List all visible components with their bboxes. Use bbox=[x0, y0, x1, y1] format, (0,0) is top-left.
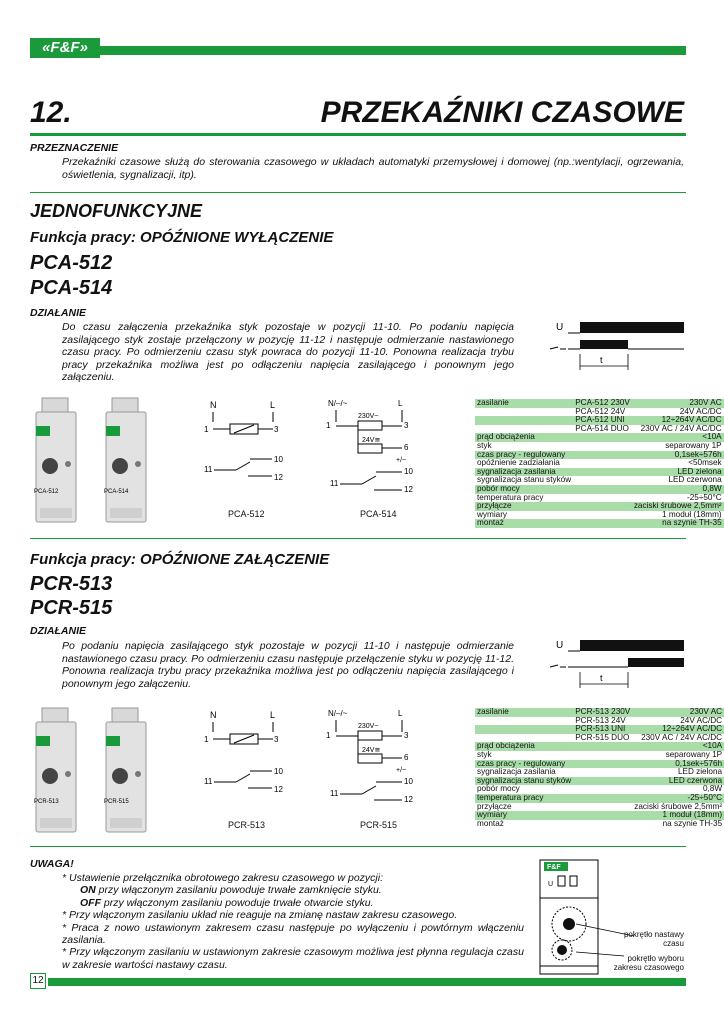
svg-text:12: 12 bbox=[274, 473, 283, 482]
svg-text:1: 1 bbox=[326, 421, 331, 430]
spec-cell-m bbox=[573, 777, 632, 786]
spec-cell-m: PCR-513 24V bbox=[575, 715, 626, 725]
spec-cell-v: 12÷264V AC/DC bbox=[632, 725, 724, 734]
note-line: * Przy włączonym zasilaniu układ nie reaguje na zmianę nastaw zakresu czasowego. bbox=[62, 909, 458, 922]
spec-cell-v: na szynie TH-35 bbox=[632, 519, 724, 528]
wiring-diagram-pca-512 bbox=[200, 394, 300, 494]
spec-cell-m bbox=[573, 519, 632, 528]
timing-u-label: U bbox=[556, 322, 564, 333]
spec-cell-k: styk bbox=[477, 440, 492, 450]
spec-cell-m: PCA-514 DUO bbox=[575, 423, 629, 433]
category-heading: JEDNOFUNKCYJNE bbox=[30, 201, 203, 221]
spec-cell-v: separowany 1P bbox=[665, 749, 723, 759]
title-underline bbox=[30, 133, 686, 136]
device-images-2 bbox=[28, 702, 156, 836]
svg-text:1: 1 bbox=[204, 425, 209, 434]
purpose-text: Przekaźniki czasowe służą do sterowania czasowego w układach automatyki przemysłowej i domowej (np.:wentylacji, ogrzewania, oświetlenia, sygnalizacji, itp). bbox=[62, 156, 684, 181]
header-green-bar bbox=[98, 46, 686, 55]
device-u-text: U bbox=[548, 881, 554, 888]
wiring-diagram-pcr-515 bbox=[322, 704, 432, 808]
timing-diagram-2 bbox=[548, 636, 688, 692]
spec-cell-m bbox=[573, 459, 632, 468]
spec-cell-v: LED zielona bbox=[632, 468, 724, 477]
timing-t-label: t bbox=[600, 355, 603, 365]
operation-text-1: Do czasu załączenia przekaźnika styk pozostaje w pozycji 11-10. Po podaniu napięcia zasilającego styk zostaje przełączony w pozycję 11-12 i następuje odmierzanie nastawionego czasu pracy. Po odmierzeniu czasu styk powraca do pozycji 11-10. Ponowna realizacja trybu pracy przekaźnika możliwa jest po odłączeniu napięcia zasilającego i ponownym jego załączeniu. bbox=[62, 321, 514, 383]
spec-cell-m bbox=[573, 751, 632, 760]
device-label-pca-514: PCA-514 bbox=[104, 489, 129, 495]
timing-diagram-1 bbox=[548, 318, 688, 374]
spec-cell-k: sygnalizacja stanu styków bbox=[477, 775, 572, 785]
spec-cell-v: separowany 1P bbox=[665, 440, 722, 450]
svg-text:1: 1 bbox=[326, 731, 331, 740]
note-line: * Przy włączonym zasilaniu w ustawionym zakresie czasowym możliwa jest płynna regulacja czasu w zakresie wartości nastawy czasu. bbox=[62, 946, 524, 971]
spec-cell-m: PCA-512 UNI bbox=[573, 416, 632, 425]
spec-cell-k: wymiary bbox=[477, 509, 508, 519]
svg-text:L: L bbox=[398, 709, 403, 718]
spec-cell-v: zaciski śrubowe 2,5mm² bbox=[633, 501, 722, 511]
spec-cell-m: PCR-513 UNI bbox=[573, 725, 632, 734]
spec-row bbox=[475, 519, 724, 528]
spec-cell-v: 1 moduł (18mm) bbox=[632, 811, 724, 820]
spec-cell-v: <10A bbox=[632, 433, 724, 442]
note-off: OFF przy włączonym zasilaniu powoduje trwałe otwarcie styku. bbox=[80, 896, 374, 909]
footer-green-bar bbox=[48, 978, 686, 986]
diagram-caption-pca-514: PCA-514 bbox=[360, 509, 397, 519]
device-label-pcr-515: PCR-515 bbox=[104, 799, 129, 805]
svg-text:N: N bbox=[210, 710, 217, 720]
model-pcr-513: PCR-513 bbox=[30, 573, 113, 595]
spec-cell-m bbox=[573, 820, 632, 829]
spec-cell-m bbox=[573, 442, 632, 451]
svg-text:12: 12 bbox=[274, 785, 283, 794]
chapter-number: 12. bbox=[30, 96, 72, 129]
spec-cell-k: sygnalizacja zasilania bbox=[477, 767, 556, 777]
diagram-caption-pca-512: PCA-512 bbox=[228, 509, 265, 519]
device-pca-512 bbox=[34, 398, 76, 522]
spec-cell-v: LED zielona bbox=[677, 767, 723, 777]
svg-text:+/~: +/~ bbox=[396, 457, 407, 464]
svg-text:3: 3 bbox=[404, 421, 409, 430]
spec-cell-k: przyłącze bbox=[477, 801, 512, 811]
spec-cell-m bbox=[573, 768, 632, 777]
svg-text:10: 10 bbox=[404, 467, 413, 476]
spec-cell-m bbox=[573, 785, 632, 794]
spec-cell-m bbox=[573, 794, 632, 803]
purpose-divider bbox=[30, 192, 686, 193]
spec-cell-v: 0,8W bbox=[702, 784, 723, 794]
spec-cell-v: 24V AC/DC bbox=[680, 715, 723, 725]
section-divider-2 bbox=[30, 846, 686, 847]
svg-text:11: 11 bbox=[330, 479, 339, 488]
spec-cell-m bbox=[573, 760, 632, 769]
notes-block bbox=[62, 872, 524, 971]
diagram-caption-pcr-513: PCR-513 bbox=[228, 820, 266, 830]
svg-text:3: 3 bbox=[404, 731, 409, 740]
svg-text:10: 10 bbox=[274, 455, 283, 464]
note-on: ON przy włączonym zasilaniu powoduje trwałe zamknięcie styku. bbox=[80, 884, 382, 897]
page-number: 12 bbox=[30, 973, 46, 989]
svg-text:N/–/~: N/–/~ bbox=[328, 709, 348, 718]
spec-table-1 bbox=[475, 399, 724, 528]
spec-cell-k: pobór mocy bbox=[475, 485, 573, 494]
note-line: * Ustawienie przełącznika obrotowego zakresu czasowego w pozycji: bbox=[62, 872, 383, 884]
device-images-1 bbox=[28, 392, 156, 526]
device-pcr-513 bbox=[34, 708, 76, 832]
spec-cell-m bbox=[573, 511, 632, 520]
spec-cell-v: 0,8W bbox=[632, 485, 724, 494]
svg-text:12: 12 bbox=[404, 795, 413, 804]
svg-text:L: L bbox=[398, 399, 403, 408]
device-pcr-515 bbox=[104, 708, 146, 832]
spec-cell-k: prąd obciążenia bbox=[475, 433, 573, 442]
spec-table-2 bbox=[475, 708, 724, 828]
spec-cell-k: czas pracy - regulowany bbox=[475, 760, 573, 769]
operation-label-2: DZIAŁANIE bbox=[30, 625, 86, 637]
spec-cell-v: 230V AC bbox=[632, 399, 724, 408]
purpose-label: PRZEZNACZENIE bbox=[30, 142, 119, 154]
svg-text:3: 3 bbox=[274, 425, 279, 434]
diagram-caption-pcr-515: PCR-515 bbox=[360, 820, 398, 830]
spec-cell-k: opóźnienie zadziałania bbox=[477, 458, 560, 468]
notes-label: UWAGA! bbox=[30, 858, 74, 870]
spec-cell-k: sygnalizacja zasilania bbox=[475, 468, 573, 477]
spec-cell-m: PCA-512 24V bbox=[575, 406, 626, 416]
wiring-diagram-pcr-513 bbox=[200, 704, 300, 804]
svg-text:11: 11 bbox=[204, 777, 213, 786]
spec-cell-m: PCA-512 230V bbox=[575, 398, 630, 407]
callout-range-knob: pokrętło wyboru zakresu czasowego bbox=[613, 954, 684, 972]
spec-cell-k: zasilanie bbox=[475, 708, 573, 717]
spec-cell-m bbox=[573, 803, 632, 812]
spec-cell-v: 230V AC / 24V AC/DC bbox=[641, 732, 723, 742]
svg-text:N/–/~: N/–/~ bbox=[328, 399, 348, 408]
spec-cell-v: <50msek bbox=[688, 458, 722, 468]
spec-cell-m bbox=[573, 468, 632, 477]
spec-cell-k: przyłącze bbox=[475, 502, 573, 511]
spec-cell-m: PCR-515 DUO bbox=[575, 732, 630, 742]
timing-u-label: U bbox=[556, 640, 564, 651]
chapter-title: PRZEKAŹNIKI CZASOWE bbox=[320, 96, 684, 129]
svg-text:L: L bbox=[270, 710, 276, 720]
callout-time-knob: pokrętło nastawy czasu bbox=[623, 930, 684, 948]
spec-cell-v: zaciski śrubowe 2,5mm² bbox=[634, 801, 723, 811]
spec-cell-v: LED czerwona bbox=[668, 475, 722, 485]
spec-cell-m bbox=[573, 433, 632, 442]
note-line: * Praca z nowo ustawionym zakresem czasu następuje po wyłączeniu i powtórnym włączeniu zasilania. bbox=[62, 921, 524, 947]
spec-cell-k bbox=[475, 717, 573, 726]
spec-cell-m: PCR-513 230V bbox=[575, 707, 631, 716]
wiring-diagram-pca-514 bbox=[322, 394, 432, 498]
spec-cell-v: na szynie TH-35 bbox=[662, 818, 723, 828]
spec-cell-k: sygnalizacja stanu styków bbox=[477, 475, 572, 485]
model-pca-512: PCA-512 bbox=[30, 252, 113, 274]
svg-text:10: 10 bbox=[404, 777, 413, 786]
spec-cell-m bbox=[573, 494, 632, 503]
spec-cell-k bbox=[475, 725, 573, 734]
spec-cell-k: montaż bbox=[477, 818, 504, 828]
svg-text:11: 11 bbox=[204, 465, 213, 474]
spec-cell-k: montaż bbox=[475, 519, 573, 528]
spec-cell-k: wymiary bbox=[475, 811, 573, 820]
spec-cell-v: <10A bbox=[632, 742, 724, 751]
svg-text:11: 11 bbox=[330, 789, 339, 798]
svg-text:+/~: +/~ bbox=[396, 767, 407, 774]
spec-cell-v: LED czerwona bbox=[632, 777, 724, 786]
operation-label-1: DZIAŁANIE bbox=[30, 307, 86, 319]
spec-cell-k: prąd obciążenia bbox=[475, 742, 573, 751]
spec-cell-v: 24V AC/DC bbox=[679, 406, 722, 416]
brand-logo: «F&F» bbox=[30, 38, 100, 58]
section-divider-1 bbox=[30, 538, 686, 539]
svg-text:230V~: 230V~ bbox=[358, 413, 379, 420]
svg-text:24V≅: 24V≅ bbox=[362, 437, 381, 444]
svg-text:12: 12 bbox=[404, 485, 413, 494]
operation-text-2: Po podaniu napięcia zasilającego styk pozostaje w pozycji 11-10 i następuje odmierzanie nastawionego czasu pracy. Po odmierzeniu czasu następuje przełączenie styku w pozycję 11-12. Ponowna realizacja trybu pracy przekaźnika możliwa jest po odłączeniu napięcia zasilającego i ponownym jego załączeniu. bbox=[62, 640, 514, 690]
spec-cell-k bbox=[475, 408, 573, 417]
model-pca-514: PCA-514 bbox=[30, 277, 113, 299]
spec-cell-k: styk bbox=[477, 749, 492, 759]
model-pcr-515: PCR-515 bbox=[30, 597, 113, 619]
function-heading-2: Funkcja pracy: OPÓŹNIONE ZAŁĄCZENIE bbox=[30, 551, 330, 568]
timing-t-label: t bbox=[600, 673, 603, 683]
spec-cell-k: temperatura pracy bbox=[477, 492, 544, 502]
spec-cell-k bbox=[475, 416, 573, 425]
svg-text:24V≅: 24V≅ bbox=[362, 747, 381, 754]
spec-cell-m bbox=[573, 451, 632, 460]
svg-text:N: N bbox=[210, 400, 217, 410]
spec-cell-v: 0,1sek÷576h bbox=[632, 760, 724, 769]
svg-text:6: 6 bbox=[404, 753, 409, 762]
spec-cell-v: -25÷50°C bbox=[687, 492, 722, 502]
spec-cell-k: temperatura pracy bbox=[475, 794, 573, 803]
spec-cell-v: -25÷50°C bbox=[632, 794, 724, 803]
device-pca-514 bbox=[104, 398, 146, 522]
spec-cell-m bbox=[573, 502, 632, 511]
function-heading-1: Funkcja pracy: OPÓŹNIONE WYŁĄCZENIE bbox=[30, 229, 334, 246]
spec-cell-v: 230V AC / 24V AC/DC bbox=[640, 423, 722, 433]
svg-text:1: 1 bbox=[204, 735, 209, 744]
spec-cell-v: 0,1sek÷576h bbox=[632, 451, 724, 460]
svg-text:230V~: 230V~ bbox=[358, 723, 379, 730]
spec-cell-m bbox=[573, 742, 632, 751]
spec-cell-v: 12÷264V AC/DC bbox=[632, 416, 724, 425]
spec-cell-m bbox=[573, 485, 632, 494]
spec-cell-k: czas pracy - regulowany bbox=[475, 451, 573, 460]
svg-text:10: 10 bbox=[274, 767, 283, 776]
svg-text:L: L bbox=[270, 400, 276, 410]
device-label-pcr-513: PCR-513 bbox=[34, 799, 59, 805]
spec-cell-v: 1 moduł (18mm) bbox=[662, 509, 722, 519]
device-label-pca-512: PCA-512 bbox=[34, 489, 59, 495]
svg-text:3: 3 bbox=[274, 735, 279, 744]
spec-cell-k: zasilanie bbox=[475, 399, 573, 408]
spec-row bbox=[475, 820, 724, 829]
device-logo-text: F&F bbox=[547, 864, 561, 871]
svg-text:6: 6 bbox=[404, 443, 409, 452]
spec-cell-v: 230V AC bbox=[632, 708, 724, 717]
spec-cell-m bbox=[573, 811, 632, 820]
spec-cell-m bbox=[573, 476, 632, 485]
spec-cell-k: pobór mocy bbox=[477, 784, 520, 794]
